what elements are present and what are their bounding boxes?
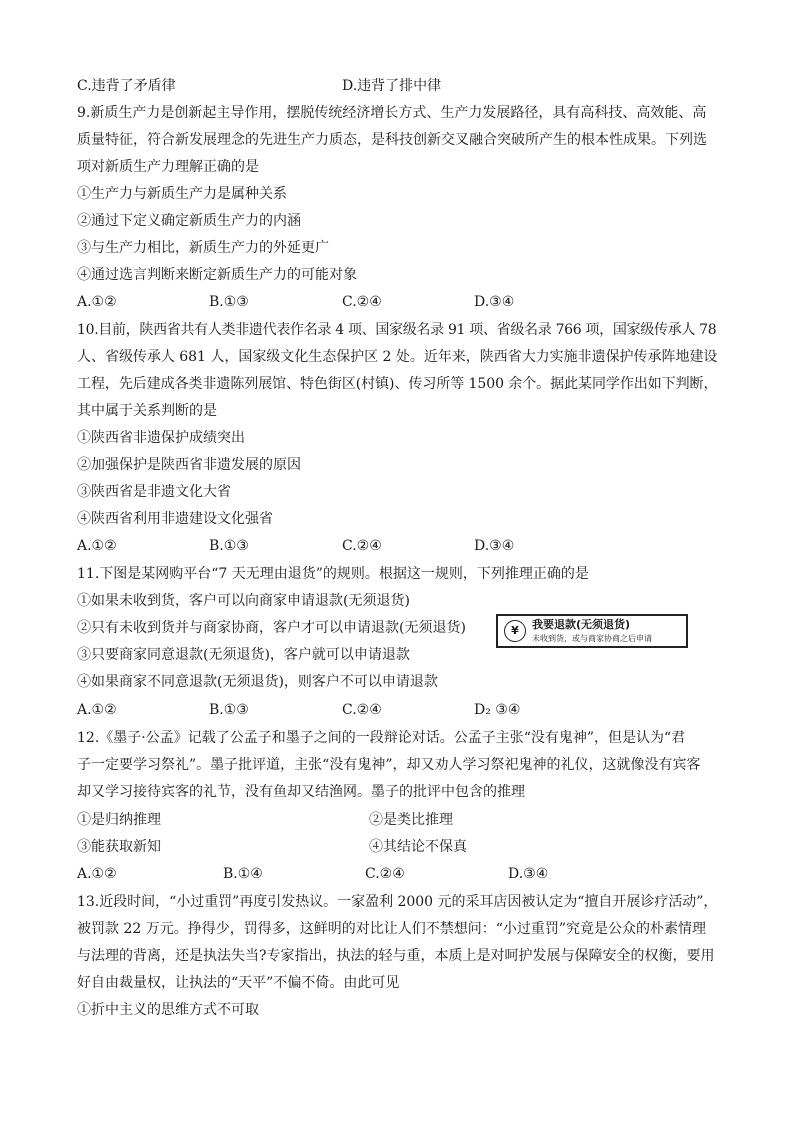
q10-item-3: ③陕西省是非遗文化大省 — [77, 484, 231, 500]
q10-item-2: ②加强保护是陕西省非遗发展的原因 — [77, 457, 301, 473]
q11-stem: 11.下图是某网购平台“7 天无理由退货”的规则。根据这一规则，下列推理正确的是 — [77, 566, 589, 582]
q9-options — [77, 292, 717, 312]
yuan-icon: ¥ — [504, 620, 526, 642]
q11-option-a: A.①② — [77, 702, 117, 718]
q9-option-c: C.②④ — [342, 294, 382, 310]
q11-option-d: D₂ ③④ — [474, 702, 521, 718]
q8-options — [77, 76, 717, 96]
q12-option-a: A.①② — [77, 866, 117, 882]
q10-options — [77, 536, 717, 556]
q13-stem-line3: 与法理的背离，还是执法失当?专家指出，执法的轻与重，本质上是对呵护发展与保障安全的权衡，要用 — [77, 948, 715, 964]
q9-option-b: B.①③ — [209, 294, 249, 310]
q9-stem-line1: 9.新质生产力是创新起主导作用，摆脱传统经济增长方式、生产力发展路径，具有高科技、高效能、高 — [77, 105, 707, 121]
q10-option-c: C.②④ — [342, 538, 382, 554]
q10-option-a: A.①② — [77, 538, 117, 554]
q9-item-3: ③与生产力相比，新质生产力的外延更广 — [77, 240, 329, 256]
q9-option-d: D.③④ — [474, 294, 515, 310]
refund-card-subtitle: 未收到货，或与商家协商之后申请 — [532, 634, 652, 643]
q11-item-2: ②只有未收到货并与商家协商，客户才可以申请退款(无须退货) — [77, 620, 466, 636]
q13-item-1: ①折中主义的思维方式不可取 — [77, 1002, 259, 1018]
q13-stem-line2: 被罚款 22 万元。挣得少，罚得多，这鲜明的对比让人们不禁想问：“小过重罚”究竟是公众的朴素情理 — [77, 921, 707, 937]
q10-item-1: ①陕西省非遗保护成绩突出 — [77, 430, 245, 446]
q12-option-c: C.②④ — [365, 866, 405, 882]
q9-stem-line3: 项对新质生产力理解正确的是 — [77, 159, 259, 175]
q13-stem-line4: 好自由裁量权，让执法的“天平”不偏不倚。由此可见 — [77, 975, 400, 991]
q12-option-b: B.①④ — [223, 866, 263, 882]
refund-rule-card — [496, 614, 688, 648]
q12-items-row1 — [77, 810, 717, 830]
q11-item-4: ④如果商家不同意退款(无须退货)，则客户不可以申请退款 — [77, 674, 438, 690]
q9-item-2: ②通过下定义确定新质生产力的内涵 — [77, 213, 301, 229]
q11-item-3: ③只要商家同意退款(无须退货)，客户就可以申请退款 — [77, 647, 410, 663]
q10-option-b: B.①③ — [209, 538, 249, 554]
q12-options — [77, 864, 717, 884]
q11-options — [77, 700, 717, 720]
q10-stem-line4: 其中属于关系判断的是 — [77, 403, 217, 419]
q10-stem-line3: 工程，先后建成各类非遗陈列展馆、特色街区(村镇)、传习所等 1500 余个。据此某同学作出如下判断， — [77, 376, 718, 392]
q12-option-d: D.③④ — [508, 866, 549, 882]
q8-option-c: C.违背了矛盾律 — [77, 78, 176, 94]
refund-card-title: 我要退款(无须退货) — [532, 618, 631, 631]
q12-item-2: ②是类比推理 — [369, 812, 453, 828]
q11-option-c: C.②④ — [342, 702, 382, 718]
q10-stem-line1: 10.目前，陕西省共有人类非遗代表作名录 4 项、国家级名录 91 项、省级名录 766 项，国家级传承人 78 — [77, 322, 717, 338]
q12-items-row2 — [77, 837, 717, 857]
q9-stem-line2: 质量特征，符合新发展理念的先进生产力质态，是科技创新交叉融合突破所产生的根本性成果。下列选 — [77, 132, 707, 148]
q10-item-4: ④陕西省利用非遗建设文化强省 — [77, 511, 273, 527]
q13-stem-line1: 13.近段时间，“小过重罚”再度引发热议。一家盈利 2000 元的采耳店因被认定为“擅自开展诊疗活动”， — [77, 894, 718, 910]
q12-item-4: ④其结论不保真 — [369, 839, 467, 855]
q9-item-1: ①生产力与新质生产力是属种关系 — [77, 186, 287, 202]
q9-item-4: ④通过选言判断来断定新质生产力的可能对象 — [77, 267, 357, 283]
q11-option-b: B.①③ — [209, 702, 249, 718]
q11-item-1: ①如果未收到货，客户可以向商家申请退款(无须退货) — [77, 593, 410, 609]
q12-stem-line1: 12.《墨子·公孟》记载了公孟子和墨子之间的一段辩论对话。公孟子主张“没有鬼神”，但是认为“君 — [77, 730, 686, 746]
q12-stem-line3: 却又学习接待宾客的礼节，没有鱼却又结渔网。墨子的批评中包含的推理 — [77, 784, 525, 800]
q8-option-d: D.违背了排中律 — [342, 78, 442, 94]
q10-option-d: D.③④ — [474, 538, 515, 554]
q10-stem-line2: 人、省级传承人 681 人，国家级文化生态保护区 2 处。近年来，陕西省大力实施非遗保护传承阵地建设 — [77, 349, 718, 365]
q12-item-1: ①是归纳推理 — [77, 812, 161, 828]
q9-option-a: A.①② — [77, 294, 117, 310]
q12-stem-line2: 子一定要学习祭礼”。墨子批评道，主张“没有鬼神”，却又劝人学习祭祀鬼神的礼仪，这就像没有宾客 — [77, 757, 701, 773]
q12-item-3: ③能获取新知 — [77, 839, 161, 855]
